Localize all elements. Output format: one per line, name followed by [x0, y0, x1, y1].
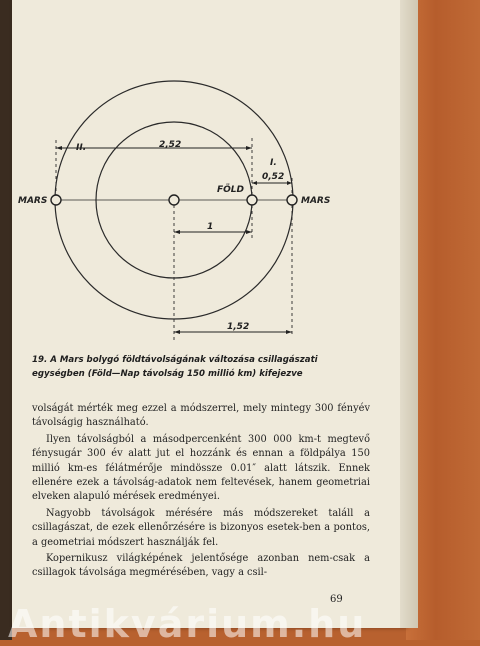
- dim-arrow-252-right: [246, 146, 252, 150]
- label-dist-1: 1: [207, 222, 214, 232]
- paragraph: Nagyobb távolságok mérésére más módszereket találl a csillagászat, de ezek ellenőrzésére is bizonyos esetek-ben a pontos, a geometriai módszert használják fel.: [32, 507, 370, 548]
- paragraph: volságát mérték meg ezzel a módszerrel, mely mintegy 300 fényév távolságig használható.: [32, 403, 370, 429]
- body-text: [32, 402, 370, 583]
- mars-left-body: [51, 195, 61, 205]
- dim-arrow-1-right: [246, 230, 252, 234]
- guide-lines: [56, 138, 292, 340]
- sun-body: [169, 195, 179, 205]
- dim-arrow-252-left: [56, 146, 62, 150]
- page-number: 69: [330, 594, 343, 605]
- label-mars-left: MARS: [18, 196, 48, 206]
- label-mars-right: MARS: [301, 196, 331, 206]
- label-roman-i: I.: [270, 158, 277, 168]
- dim-arrow-1-left: [174, 230, 180, 234]
- book-page: [12, 0, 406, 628]
- watermark-logo: Antikvárium.hu: [8, 602, 367, 646]
- paragraph: Ilyen távolságból a másodpercenként 300 000 km-t megtevő fénysugár 300 év alatt jut el hozzánk és ennan a földpálya 150 millió km-es félátmérője mindössze 0.01″ alatt látszik. Ennek ellenére ezek a távolság-adatok nem feltevések, hanem geometriai elveken alapuló mérések eredményei.: [32, 433, 370, 503]
- mars-right-body: [287, 195, 297, 205]
- label-dist-152: 1,52: [227, 322, 250, 332]
- label-dist-252: 2,52: [159, 140, 182, 150]
- dim-arrow-152-left: [174, 330, 180, 334]
- label-roman-ii: II.: [76, 143, 87, 153]
- dark-background-left: [0, 0, 12, 640]
- earth-body: [247, 195, 257, 205]
- paragraph: Kopernikusz világképének jelentősége azonban nem-csak a csillagok távolsága megmérésében, vagy a csil-: [32, 553, 370, 579]
- figure-caption: 19. A Mars bolygó földtávolságának változása csillagászati egységben (Föld—Nap távolság 150 millió km) kifejezve: [32, 355, 318, 379]
- label-dist-052: 0,52: [262, 172, 285, 182]
- dim-arrow-152-right: [286, 330, 292, 334]
- dim-arrow-052-left: [252, 181, 257, 185]
- mars-distance-diagram: [12, 0, 406, 350]
- label-fold: FÖLD: [217, 185, 245, 195]
